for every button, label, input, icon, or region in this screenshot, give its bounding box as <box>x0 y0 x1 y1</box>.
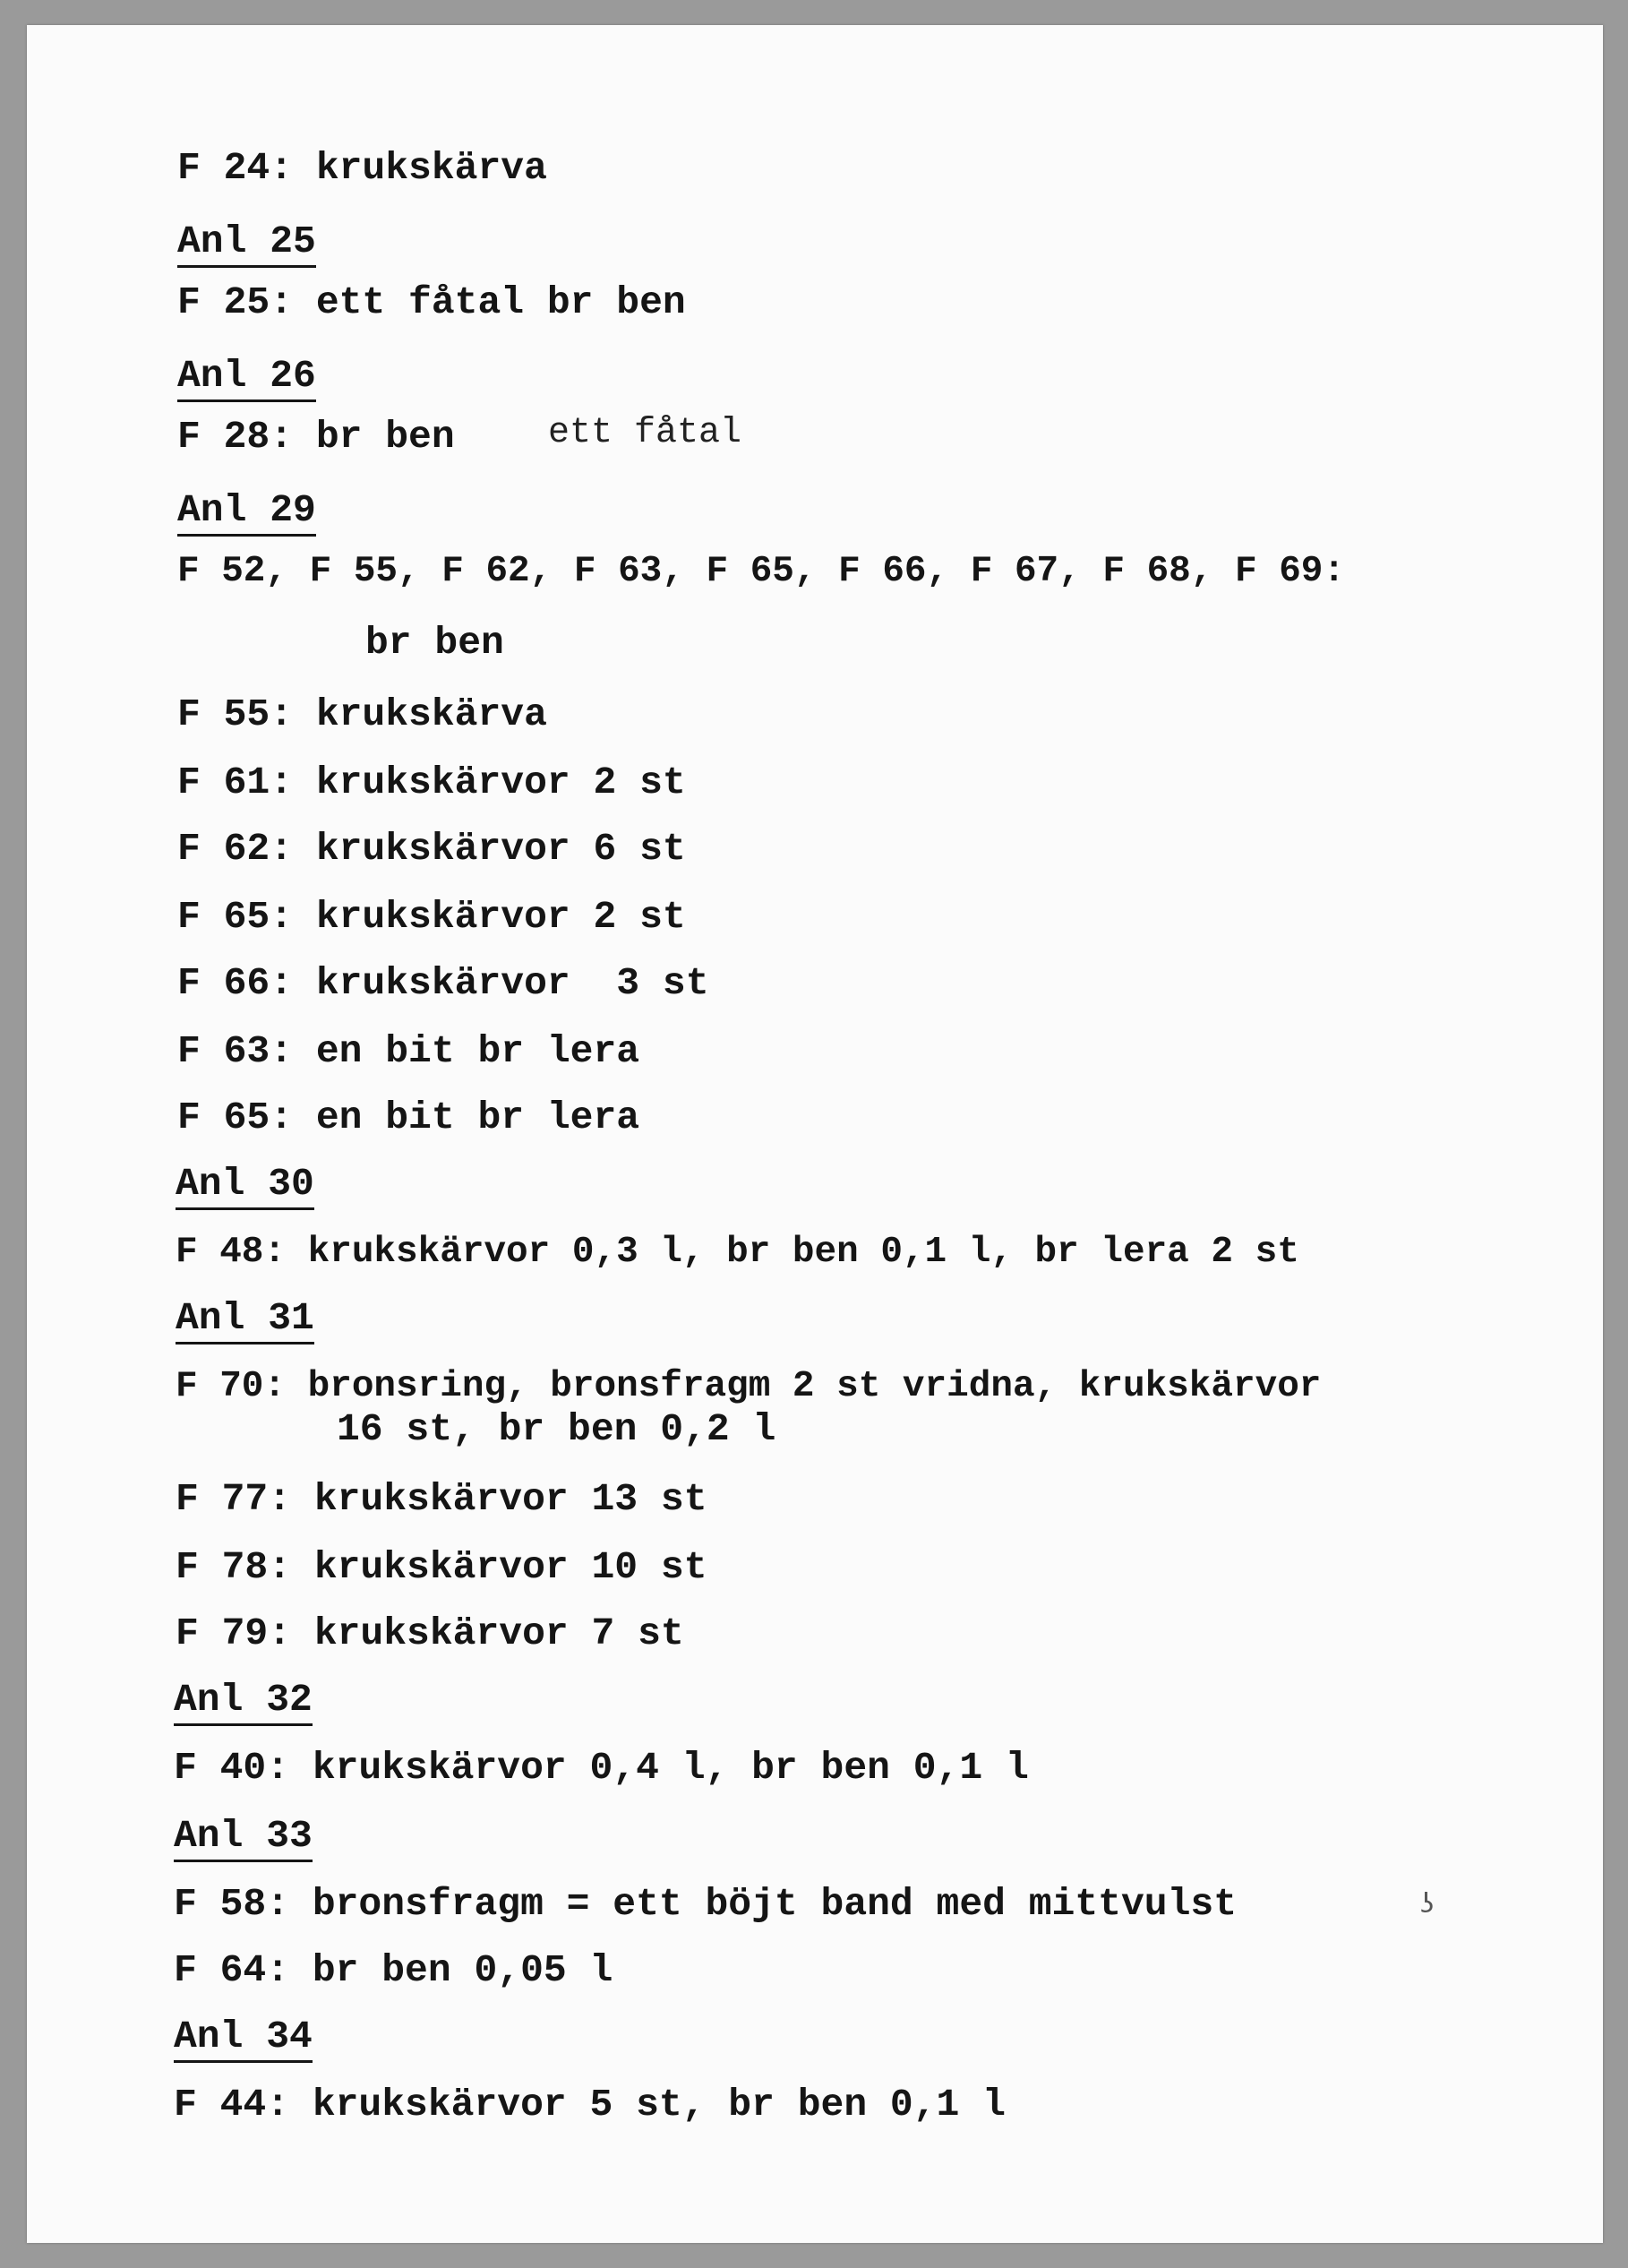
entry-f25: F 25: ett fåtal br ben <box>177 280 686 324</box>
heading-anl-29: Anl 29 <box>177 489 316 537</box>
entry-f65-b: F 65: en bit br lera <box>177 1095 640 1139</box>
heading-anl-33: Anl 33 <box>174 1815 313 1862</box>
entry-f28: F 28: br ben <box>177 415 455 459</box>
entry-f58: F 58: bronsfragm = ett böjt band med mittvulst <box>174 1882 1237 1926</box>
heading-anl-31: Anl 31 <box>176 1297 314 1344</box>
handwritten-note-ett-fatal: ett fåtal <box>548 413 742 453</box>
heading-anl-30: Anl 30 <box>176 1163 314 1210</box>
entry-f77: F 77: krukskärvor 13 st <box>176 1477 707 1521</box>
entry-f70-continued: 16 st, br ben 0,2 l <box>337 1407 776 1451</box>
entry-f62: F 62: krukskärvor 6 st <box>177 827 686 871</box>
entry-f52-f69: F 52, F 55, F 62, F 63, F 65, F 66, F 67, F 68, F 69: <box>177 551 1346 592</box>
entry-f64: F 64: br ben 0,05 l <box>174 1948 613 1992</box>
heading-anl-32: Anl 32 <box>174 1679 313 1726</box>
entry-f48: F 48: krukskärvor 0,3 l, br ben 0,1 l, br lera 2 st <box>176 1232 1299 1273</box>
heading-anl-34: Anl 34 <box>174 2015 313 2063</box>
entry-f63: F 63: en bit br lera <box>177 1029 640 1073</box>
entry-f79: F 79: krukskärvor 7 st <box>176 1611 684 1655</box>
entry-f55: F 55: krukskärva <box>177 692 547 736</box>
entry-f44: F 44: krukskärvor 5 st, br ben 0,1 l <box>174 2083 1006 2126</box>
entry-f65-a: F 65: krukskärvor 2 st <box>177 895 686 939</box>
heading-anl-26: Anl 26 <box>177 355 316 402</box>
entry-f52-f69-continued: br ben <box>365 621 504 665</box>
entry-f40: F 40: krukskärvor 0,4 l, br ben 0,1 l <box>174 1746 1029 1790</box>
document-page <box>27 25 1603 2243</box>
entry-f66: F 66: krukskärvor 3 st <box>177 961 709 1005</box>
heading-anl-25: Anl 25 <box>177 220 316 268</box>
margin-mark: ʖ <box>1420 1888 1435 1920</box>
entry-f24: F 24: krukskärva <box>177 146 547 190</box>
entry-f78: F 78: krukskärvor 10 st <box>176 1545 707 1589</box>
entry-f70: F 70: bronsring, bronsfragm 2 st vridna, krukskärvor <box>176 1366 1322 1407</box>
entry-f61: F 61: krukskärvor 2 st <box>177 760 686 804</box>
